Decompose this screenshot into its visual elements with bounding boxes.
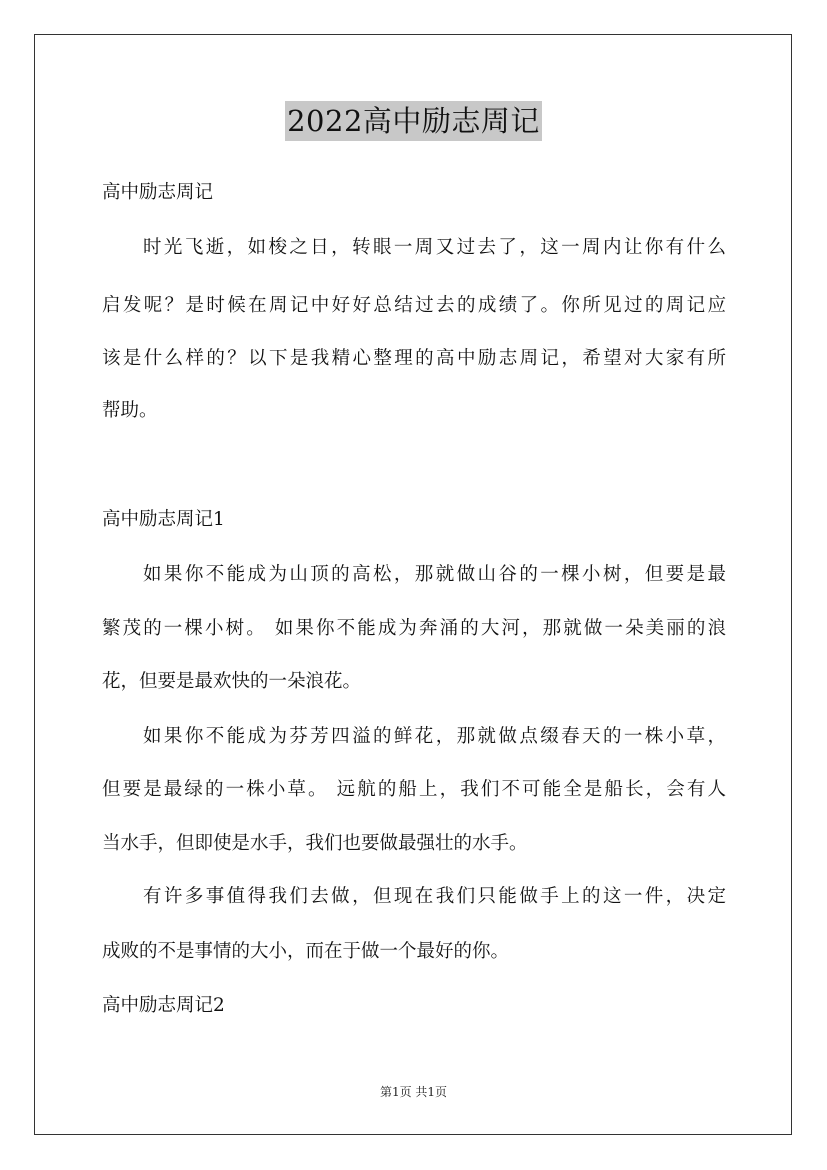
paragraph-line: 如果你不能成为山顶的高松，那就做山谷的一棵小树，但要是最: [143, 564, 726, 585]
paragraph-line: 有许多事值得我们去做，但现在我们只能做手上的这一件，决定: [143, 886, 726, 907]
paragraph-line: 如果你不能成为芬芳四溢的鲜花，那就做点缀春天的一株小草，: [143, 726, 726, 747]
paragraph-line: 成败的不是事情的大小，而在于做一个最好的你。: [102, 941, 510, 962]
paragraph-line: 时光飞逝，如梭之日，转眼一周又过去了，这一周内让你有什么: [143, 237, 726, 258]
paragraph-line: 该是什么样的？以下是我精心整理的高中励志周记，希望对大家有所: [102, 348, 726, 369]
paragraph-line: 但要是最绿的一株小草。 远航的船上，我们不可能全是船长，会有人: [102, 779, 726, 800]
section-heading-2: 高中励志周记2: [102, 995, 225, 1016]
document-title: 2022高中励志周记: [285, 101, 542, 141]
paragraph-line: 花，但要是最欢快的一朵浪花。: [102, 671, 362, 692]
title-container: [0, 101, 827, 141]
paragraph-line: 启发呢？是时候在周记中好好总结过去的成绩了。你所见过的周记应: [102, 295, 726, 316]
section-heading-intro: 高中励志周记: [102, 182, 214, 203]
section-heading-1: 高中励志周记1: [102, 509, 225, 530]
paragraph-line: 繁茂的一棵小树。 如果你不能成为奔涌的大河，那就做一朵美丽的浪: [102, 618, 726, 639]
paragraph-line: 当水手，但即使是水手，我们也要做最强壮的水手。: [102, 833, 528, 854]
paragraph-line: 帮助。: [102, 400, 158, 421]
page-footer: 第1页 共1页: [379, 1085, 448, 1099]
